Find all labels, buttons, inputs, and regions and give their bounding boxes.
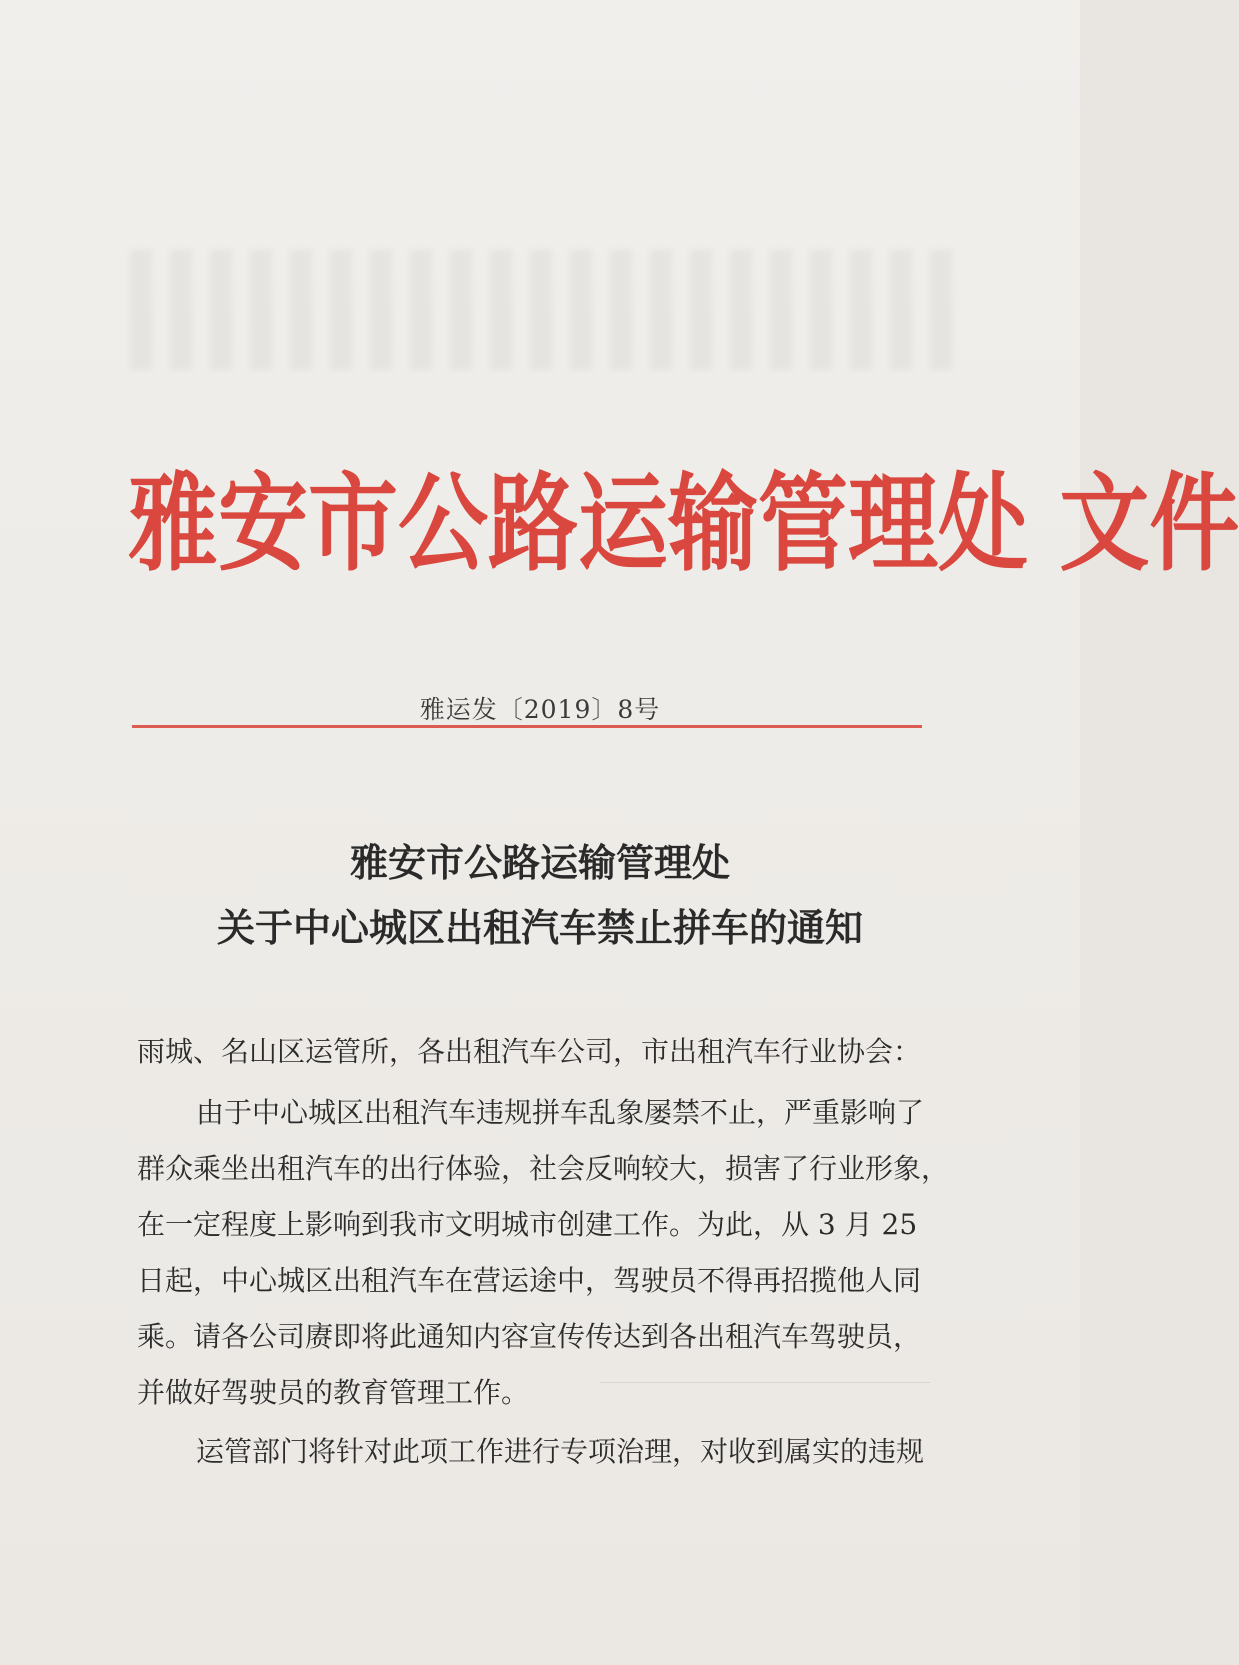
- show-through-text: [130, 250, 960, 370]
- body-line: 由于中心城区出租汽车违规拼车乱象屡禁不止，严重影响了: [196, 1096, 925, 1129]
- issuer-header-title: 雅安市公路运输管理处 文件: [128, 462, 1239, 587]
- body-line: 日起，中心城区出租汽车在营运途中，驾驶员不得再招揽他人同: [137, 1264, 922, 1297]
- body-line: 运管部门将针对此项工作进行专项治理，对收到属实的违规: [196, 1435, 925, 1468]
- notice-title-line-1: 雅安市公路运输管理处: [349, 840, 730, 885]
- document-number: 雅运发〔2019〕8号: [419, 695, 661, 724]
- body-line: 在一定程度上影响到我市文明城市创建工作。为此，从 3 月 25: [137, 1208, 918, 1241]
- body-line: 群众乘坐出租汽车的出行体验，社会反响较大，损害了行业形象，: [137, 1152, 950, 1185]
- red-divider-line: [132, 725, 922, 728]
- body-line: 乘。请各公司赓即将此通知内容宣传传达到各出租汽车驾驶员，: [137, 1320, 922, 1353]
- notice-title-line-2: 关于中心城区出租汽车禁止拼车的通知: [216, 905, 863, 950]
- faint-show-through-line: [600, 1382, 930, 1383]
- salutation: 雨城、名山区运管所，各出租汽车公司，市出租汽车行业协会：: [137, 1035, 922, 1068]
- body-line: 并做好驾驶员的教育管理工作。: [137, 1376, 530, 1409]
